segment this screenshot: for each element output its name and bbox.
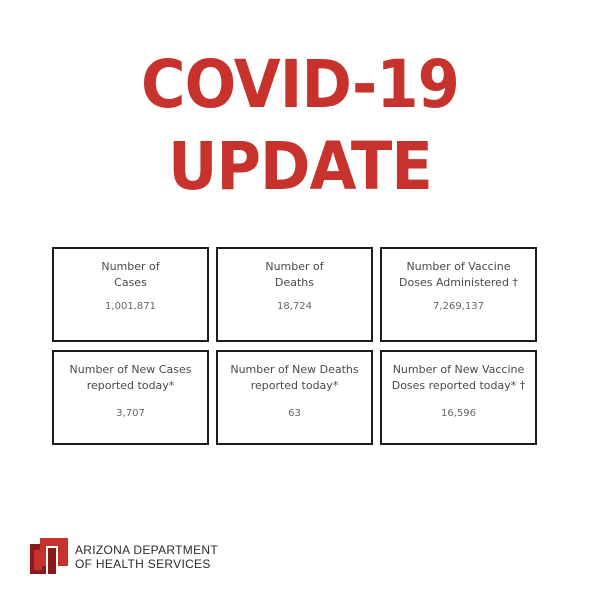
stat-value: 18,724: [277, 301, 312, 312]
stat-value: 63: [288, 408, 301, 419]
stats-grid: [52, 247, 536, 455]
stat-card-deaths: [216, 247, 373, 342]
stat-card-vaccine-doses: [380, 247, 537, 342]
headline-title-line1: COVID-19: [140, 46, 460, 123]
logo-text-line2: OF HEALTH SERVICES: [75, 557, 211, 571]
stat-card-cases: [52, 247, 209, 342]
stat-value: 7,269,137: [433, 301, 484, 312]
stat-card-new-cases: [52, 350, 209, 445]
stat-label: Number of Cases: [101, 260, 160, 289]
stat-value: 16,596: [441, 408, 476, 419]
stat-card-new-vaccine-doses: [380, 350, 537, 445]
stat-value: 3,707: [116, 408, 145, 419]
stat-label: Number of New Deaths reported today*: [230, 363, 359, 392]
headline-title-line2: UPDATE: [168, 128, 432, 205]
adhs-logo-icon: [30, 538, 68, 576]
adhs-logo-text: [75, 543, 218, 571]
adhs-logo: [30, 538, 218, 576]
stat-label: Number of New Vaccine Doses reported today* †: [391, 363, 526, 392]
stat-label: Number of New Cases reported today*: [69, 363, 192, 392]
stat-label: Number of Deaths: [265, 260, 324, 289]
stat-card-new-deaths: [216, 350, 373, 445]
logo-text-line1: ARIZONA DEPARTMENT: [75, 543, 218, 557]
stat-label: Number of Vaccine Doses Administered †: [399, 260, 518, 289]
stat-value: 1,001,871: [105, 301, 156, 312]
